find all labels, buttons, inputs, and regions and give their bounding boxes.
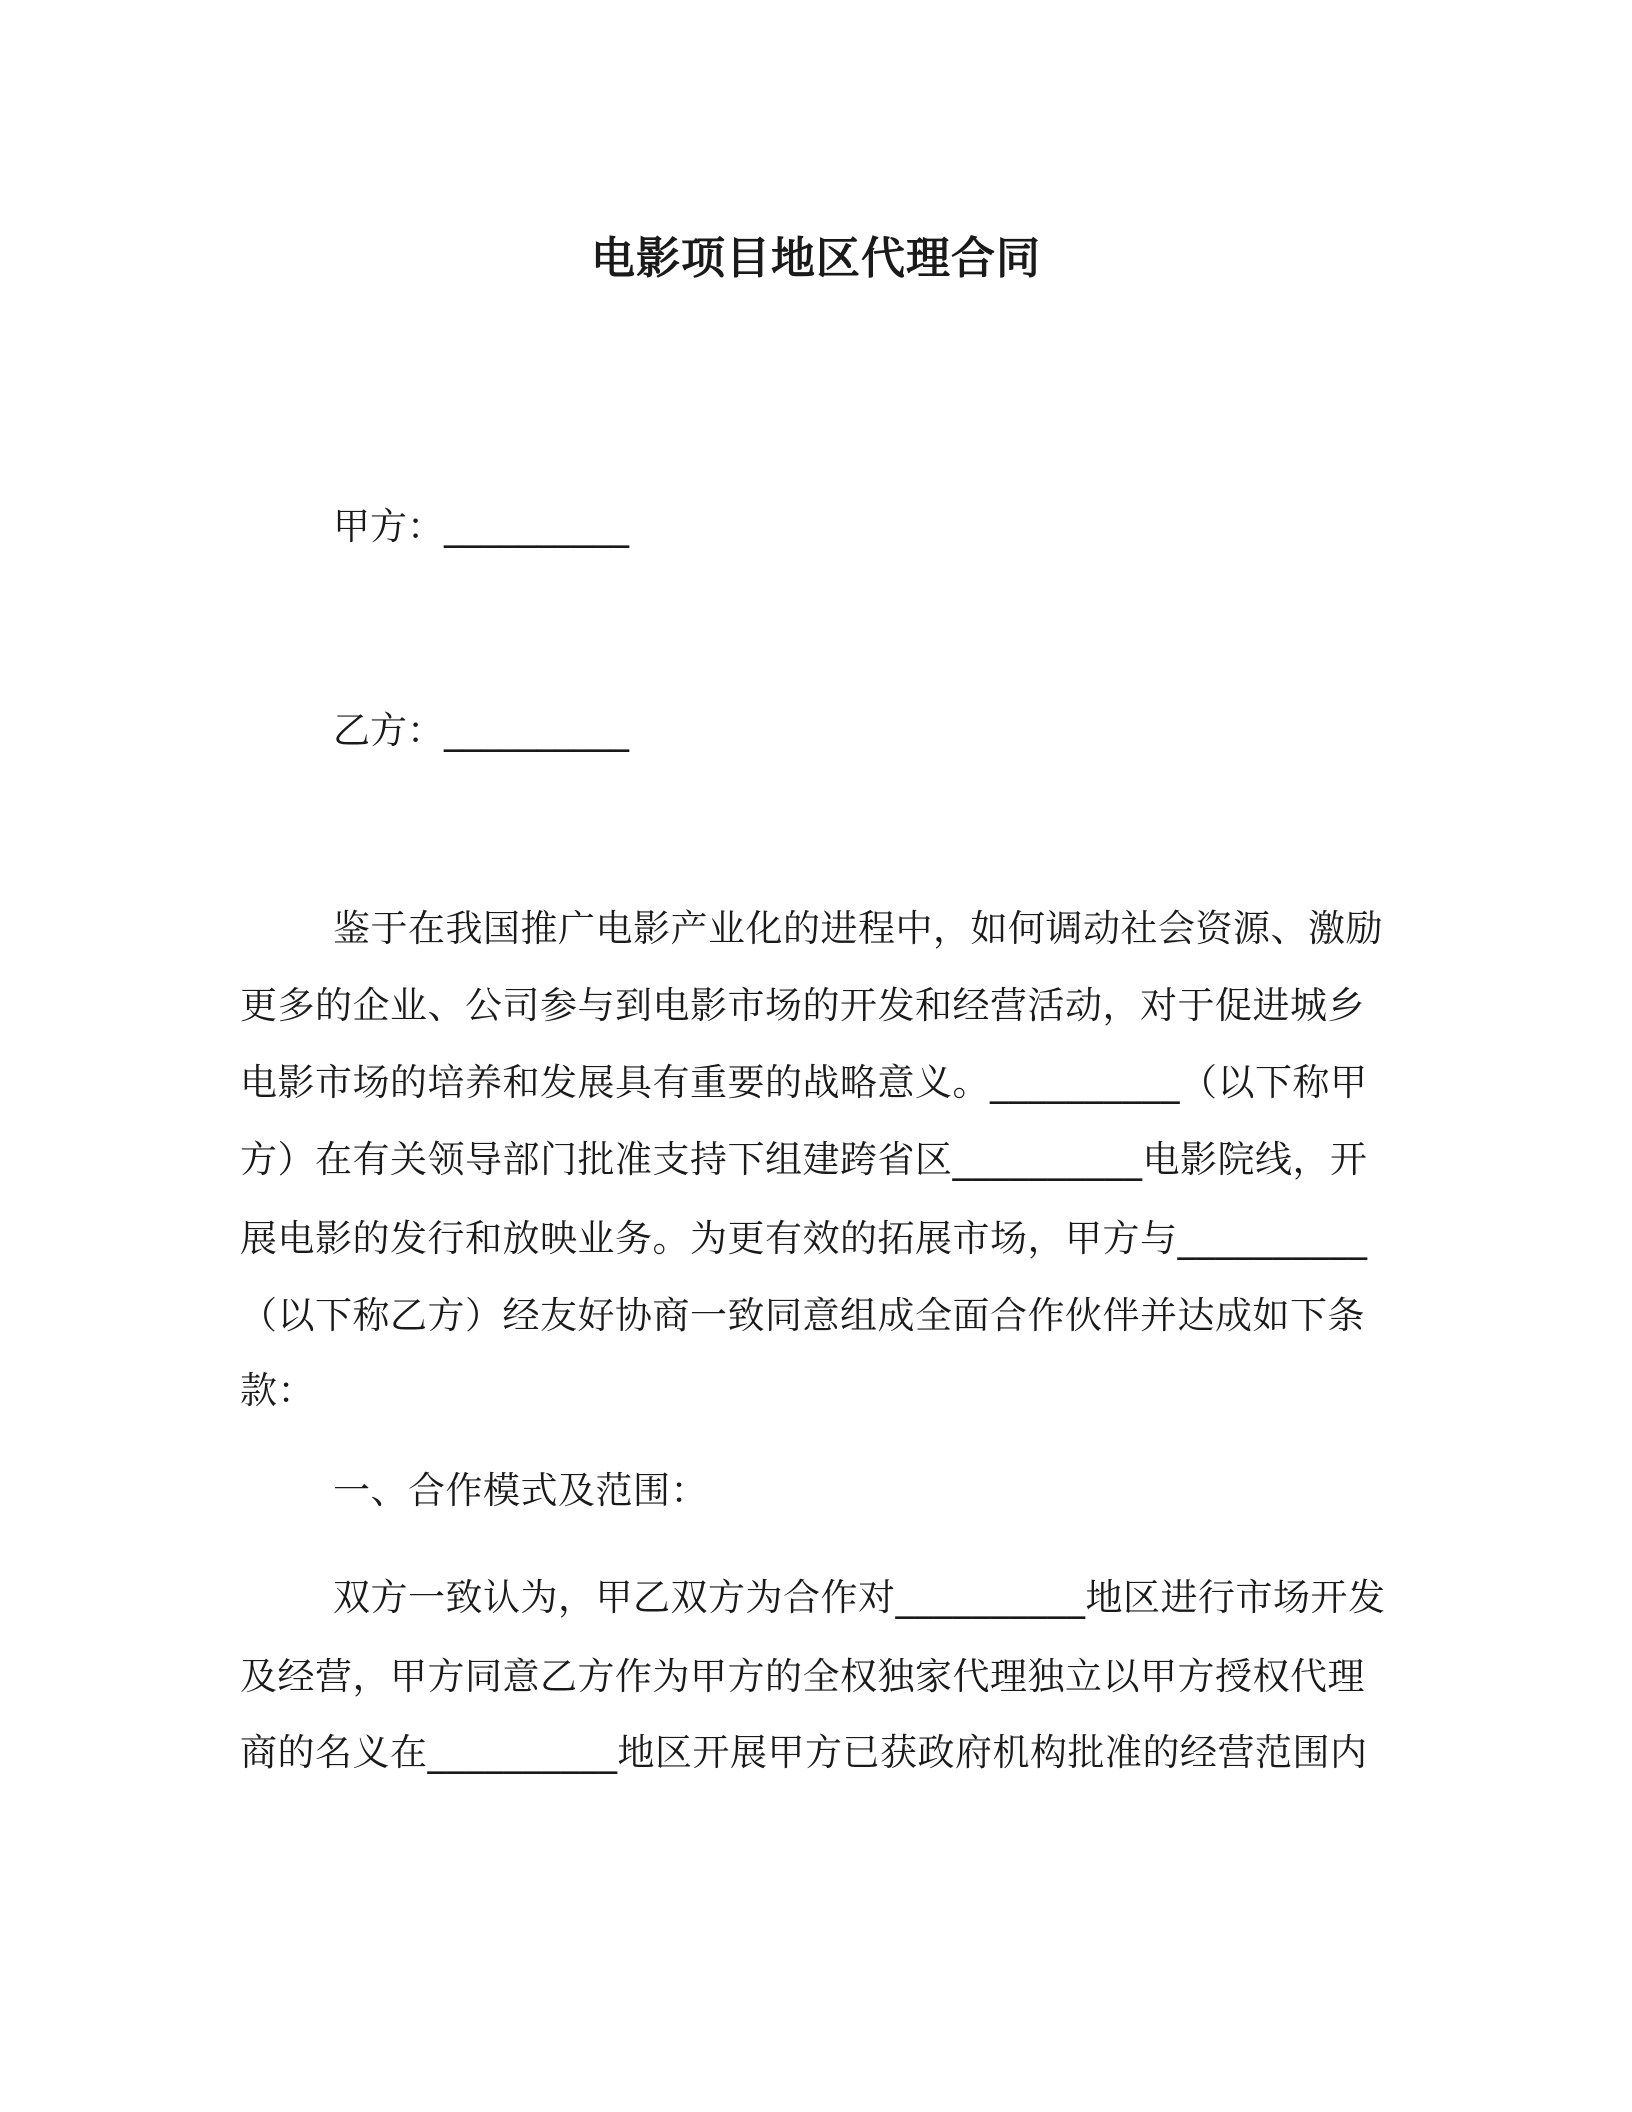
section-line: 商的名义在__________地区开展甲方已获政府机构批准的经营范围内: [240, 1731, 1368, 1774]
preamble-line: 款：: [240, 1369, 315, 1412]
party-b-line: 乙方：__________: [333, 709, 629, 752]
section-line: 及经营，甲方同意乙方作为甲方的全权独家代理独立以甲方授权代理: [240, 1655, 1365, 1698]
preamble-line: 更多的企业、公司参与到电影市场的开发和经营活动，对于促进城乡: [240, 984, 1365, 1027]
preamble-line: 方）在有关领导部门批准支持下组建跨省区__________电影院线，开: [240, 1138, 1368, 1181]
preamble-line: 电影市场的培养和发展具有重要的战略意义。__________（以下称甲: [240, 1061, 1368, 1104]
section-heading: 一、合作模式及范围：: [333, 1469, 708, 1512]
section-line: 双方一致认为，甲乙双方为合作对__________地区进行市场开发: [333, 1576, 1386, 1619]
document-title: 电影项目地区代理合同: [591, 233, 1041, 284]
preamble-line: 展电影的发行和放映业务。为更有效的拓展市场，甲方与__________: [240, 1217, 1368, 1260]
preamble-line: （以下称乙方）经友好协商一致同意组成全面合作伙伴并达成如下条: [240, 1294, 1365, 1337]
party-a-line: 甲方：__________: [333, 505, 629, 548]
preamble-line: 鉴于在我国推广电影产业化的进程中，如何调动社会资源、激励: [333, 907, 1383, 950]
